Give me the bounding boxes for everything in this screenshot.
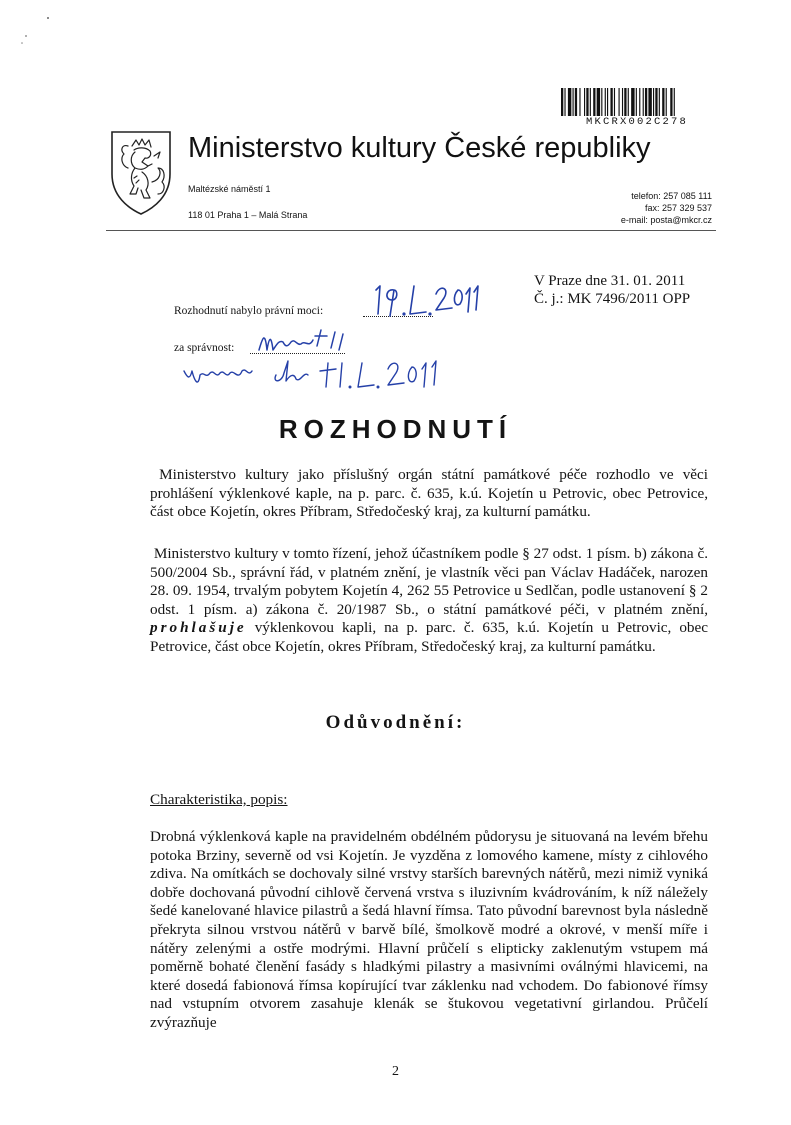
- barcode-bar: [586, 88, 588, 116]
- barcode-bar: [564, 88, 565, 116]
- barcode-bar: [674, 88, 675, 116]
- declaration-text-before: Ministerstvo kultury v tomto řízení, jehož účastníkem podle § 27 odst. 1 písm. b) zákona č. 500/2004 Sb., správní řád, v platném znění, je vlastník věci pan Václav Hadáček, narozen 28. 09. 1954, trvalým pobytem Kojetín 4, 262 55 Petrovice u Sedlčan, podle ustanovení § 2 odst. 1 písm. a) zákona č. 20/1987 Sb., o státní památkové péči, v platném znění,: [150, 545, 709, 618]
- legal-force-label: Rozhodnutí nabylo právní moci:: [174, 305, 324, 317]
- decision-paragraph: [150, 466, 708, 522]
- barcode-bar: [662, 88, 664, 116]
- barcode-bar: [573, 88, 574, 116]
- reference-number: Č. j.: MK 7496/2011 OPP: [534, 291, 691, 307]
- handwritten-note: [180, 357, 440, 393]
- barcode-bar: [659, 88, 660, 116]
- barcode-bar: [631, 88, 634, 116]
- contact-block: [621, 190, 712, 226]
- barcode-bar: [579, 88, 580, 116]
- handwritten-signature: [255, 326, 345, 356]
- email-address: e-mail: posta@mkcr.cz: [620, 215, 712, 225]
- barcode-bar: [622, 88, 623, 116]
- characteristics-heading: Charakteristika, popis:: [150, 791, 288, 808]
- barcode-bar: [610, 88, 612, 116]
- barcode-bar: [597, 88, 600, 116]
- decision-paragraph-text: Ministerstvo kultury jako příslušný orgán státní památkové péče rozhodlo ve věci prohlášení výklenkové kaple, na p. parc. č. 635, k.ú. Kojetín u Petrovic, obec Petrovice, část obce Kojetín, okres Příbram, Středočeský kraj, za kulturní památku.: [150, 466, 709, 521]
- barcode-bar: [653, 88, 654, 116]
- declaration-emphasis: prohlašuje: [150, 619, 247, 637]
- barcode: [561, 88, 713, 116]
- barcode-bar: [643, 88, 644, 116]
- barcode-bar: [639, 88, 640, 116]
- address-line-1: Maltézské náměstí 1: [188, 184, 271, 194]
- barcode-bar: [624, 88, 626, 116]
- barcode-bar: [575, 88, 577, 116]
- administrator-label: za správnost:: [174, 342, 235, 354]
- fax-number: fax: 257 329 537: [644, 203, 712, 213]
- barcode-bar: [648, 88, 651, 116]
- barcode-bar: [655, 88, 657, 116]
- barcode-bar: [614, 88, 615, 116]
- date-line: V Praze dne 31. 01. 2011: [534, 273, 686, 289]
- barcode-text: MKCRX002C278: [585, 116, 688, 128]
- header-divider: [106, 230, 716, 231]
- barcode-bar: [593, 88, 595, 116]
- handwritten-date: [370, 280, 480, 320]
- declaration-text-after: výklenkovou kapli, na p. parc. č. 635, k.ú. Kojetín u Petrovic, obec Petrovice, část obce Kojetín, okres Příbram, Středočeský kraj, za kulturní památku.: [150, 619, 709, 655]
- scan-specks: [18, 10, 68, 50]
- reasoning-heading: Odůvodnění:: [325, 712, 466, 733]
- declaration-paragraph: [150, 545, 708, 657]
- document-heading: ROZHODNUTÍ: [278, 414, 513, 444]
- page-number: 2: [392, 1064, 399, 1079]
- barcode-bar: [645, 88, 647, 116]
- barcode-bar: [561, 88, 563, 116]
- description-paragraph: Drobná výklenková kaple na pravidelném obdélném půdorysu je situovaná na levém břehu potoka Brziny, severně od vsi Kojetín. Je vyzděna z lomového kamene, místy z cihlového zdiva. Na omítkách se dochovaly silné vrstvy starších barevných nátěrů, mezi nimiž vyniká dobře dochovaná původní cihlově červená vrstva s iluzivním kvádrováním, k níž náležely šedé kanelované hlavice pilastrů a šedá hlavní římsa. Tato původní barevnost byla následně překryta silnou vrstvou nátěrů v barvě bílé, šmolkově modré a okrové, v menší míře i nátěry zelenými a ostře modrými. Hlavní průčelí s elipticky zaklenutým vstupem má poměrně bohaté členění fasády s hladkými pilastry a masivními oválnými hlavicemi, na které dosedá fabionová římsa kopírující tvar záklenku nad vchodem. Do fabionové římsy nad vstupním otvorem zasahuje klenák se štukovou vegetativní girlandou. Průčelí zvýrazňuje: [150, 828, 708, 1031]
- barcode-bar: [628, 88, 629, 116]
- address-line-2: 118 01 Praha 1 – Malá Strana: [188, 210, 308, 220]
- coat-of-arms-lion-icon: [108, 128, 174, 216]
- barcode-bar: [666, 88, 667, 116]
- barcode-bar: [605, 88, 606, 116]
- ministry-title: Ministerstvo kultury České republiky: [188, 132, 651, 164]
- barcode-bar: [607, 88, 608, 116]
- barcode-bar: [584, 88, 585, 116]
- barcode-bar: [568, 88, 571, 116]
- barcode-bar: [601, 88, 602, 116]
- barcode-bar: [590, 88, 591, 116]
- barcode-bar: [636, 88, 637, 116]
- barcode-bar: [670, 88, 672, 116]
- phone-number: telefon: 257 085 111: [631, 191, 712, 201]
- barcode-bar: [619, 88, 620, 116]
